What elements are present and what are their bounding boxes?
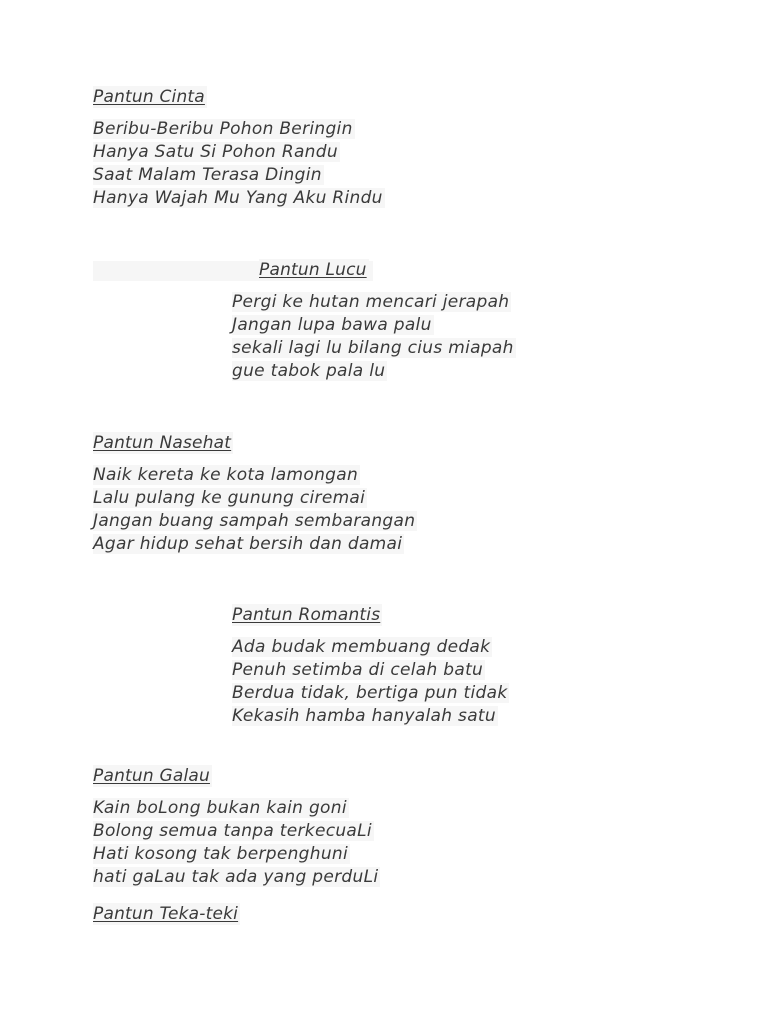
pantun-verse	[93, 118, 385, 210]
pantun-verse	[232, 291, 516, 383]
verse-line: Lalu pulang ke gunung ciremai	[93, 488, 366, 508]
verse-line: hati gaLau tak ada yang perduLi	[93, 867, 379, 887]
verse-line: Naik kereta ke kota lamongan	[93, 465, 359, 485]
pantun-title: Pantun Romantis	[232, 605, 381, 625]
pantun-title: Pantun Galau	[93, 766, 210, 786]
verse-line: Bolong semua tanpa terkecuaLi	[93, 821, 372, 841]
verse-line: Saat Malam Terasa Dingin	[93, 165, 322, 185]
verse-line: Hanya Wajah Mu Yang Aku Rindu	[93, 188, 383, 208]
pantun-verse	[232, 636, 509, 728]
verse-line: Ada budak membuang dedak	[232, 637, 491, 657]
verse-line: Jangan buang sampah sembarangan	[93, 511, 416, 531]
verse-line: Berdua tidak, bertiga pun tidak	[232, 683, 508, 703]
verse-line: Hanya Satu Si Pohon Randu	[93, 142, 338, 162]
pantun-title: Pantun Cinta	[93, 87, 205, 107]
pantun-section-lucu	[232, 259, 516, 383]
verse-line: Jangan lupa bawa palu	[232, 315, 432, 335]
verse-line: Pergi ke hutan mencari jerapah	[232, 292, 510, 312]
pantun-verse	[93, 464, 417, 556]
pantun-section-cinta	[93, 86, 385, 210]
pantun-section-romantis	[232, 604, 509, 728]
pantun-title: Pantun Nasehat	[93, 433, 232, 453]
verse-line: Kain boLong bukan kain goni	[93, 798, 347, 818]
verse-line: Hati kosong tak berpenghuni	[93, 844, 348, 864]
verse-line: sekali lagi lu bilang cius miapah	[232, 338, 514, 358]
verse-line: Agar hidup sehat bersih dan damai	[93, 534, 403, 554]
pantun-section-galau	[93, 765, 380, 889]
pantun-verse	[93, 797, 380, 889]
pantun-section-nasehat	[93, 432, 417, 556]
verse-line: Kekasih hamba hanyalah satu	[232, 706, 496, 726]
verse-line: Beribu-Beribu Pohon Beringin	[93, 119, 353, 139]
verse-line: gue tabok pala lu	[232, 361, 386, 381]
pantun-section-teka-teki	[93, 903, 240, 925]
pantun-title: Pantun Lucu	[259, 260, 367, 280]
verse-line: Penuh setimba di celah batu	[232, 660, 484, 680]
pantun-title: Pantun Teka-teki	[93, 904, 239, 924]
